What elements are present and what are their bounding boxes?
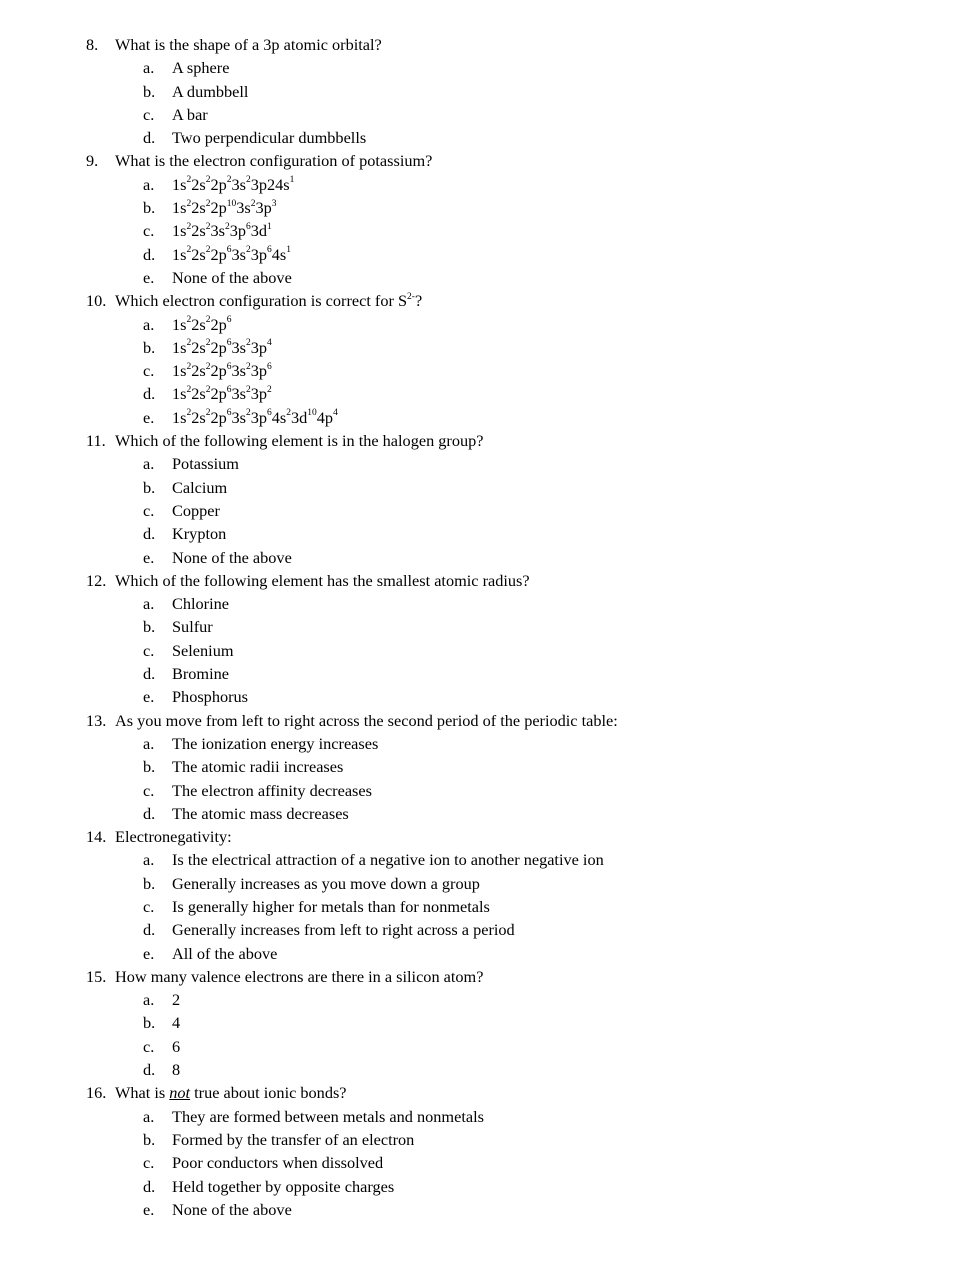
question-8 [0, 33, 979, 149]
superscript: 1 [286, 245, 291, 256]
superscript: 6 [226, 385, 232, 396]
answer-option [0, 895, 979, 918]
superscript: 4 [333, 408, 338, 419]
text-run: true about ionic bonds? [190, 1083, 347, 1103]
superscript: 2 [250, 198, 256, 209]
quiz-document [0, 33, 979, 1221]
option-letter: c. [143, 500, 155, 520]
answer-option [0, 988, 979, 1011]
option-letter: e. [143, 687, 155, 707]
text-run: 1s [172, 174, 187, 194]
option-letter: a. [143, 990, 155, 1010]
text-run: 1s [172, 221, 187, 241]
superscript: 6 [226, 361, 232, 372]
option-letter: d. [143, 128, 156, 148]
text-run: 1s [172, 384, 187, 404]
option-letter: c. [143, 1036, 155, 1056]
option-letter: e. [143, 1199, 155, 1219]
option-letter: d. [143, 244, 156, 264]
text-run: 2s [191, 337, 206, 357]
answer-option [0, 685, 979, 708]
option-letter: b. [143, 198, 156, 218]
option-text: Selenium [172, 640, 234, 660]
option-text [172, 313, 232, 336]
text-run: 3p [250, 384, 268, 404]
answer-option [0, 243, 979, 266]
superscript: 6 [267, 245, 272, 256]
answer-option [0, 1151, 979, 1174]
text-run: 3d [291, 407, 308, 427]
text-run: 2s [191, 221, 206, 241]
answer-option [0, 336, 979, 359]
answer-option [0, 406, 979, 429]
superscript: 6 [226, 245, 232, 256]
option-letter: c. [143, 640, 155, 660]
text-run: Which electron configuration is correct for S [115, 291, 408, 311]
text-run: 2p [210, 361, 227, 381]
superscript: 6 [226, 315, 232, 326]
text-run: 2p [210, 174, 227, 194]
text-run: 1s [172, 361, 187, 381]
superscript: 6 [226, 408, 232, 419]
answer-option [0, 639, 979, 662]
option-text: Held together by opposite charges [172, 1176, 395, 1196]
text-run: 3s [231, 244, 246, 264]
superscript: 2 [205, 385, 211, 396]
question-number: 8. [86, 35, 99, 54]
superscript: 2 [205, 338, 211, 349]
answer-option [0, 313, 979, 336]
text-run: 3p [255, 198, 272, 218]
superscript: 1 [267, 221, 272, 232]
superscript: 4 [267, 338, 272, 349]
text-run: 2s [191, 198, 206, 218]
option-text: The ionization energy increases [172, 733, 379, 753]
superscript: 2 [245, 408, 251, 419]
option-text [172, 196, 277, 219]
option-text: 8 [172, 1060, 181, 1080]
question-row [0, 429, 979, 452]
text-run: 3p [229, 221, 246, 241]
option-letter: c. [143, 104, 155, 124]
option-text [172, 243, 291, 266]
superscript: 2 [205, 175, 211, 186]
superscript: 3 [271, 198, 277, 209]
answer-option [0, 779, 979, 802]
superscript: 2 [186, 245, 192, 256]
text-run: 3p [250, 407, 268, 427]
answer-option [0, 615, 979, 638]
text-run: 3s [231, 384, 246, 404]
text-run: 2p [210, 384, 227, 404]
question-text: Which of the following element is in the halogen group? [115, 431, 484, 451]
text-run: 3p [250, 361, 268, 381]
option-text: None of the above [172, 1199, 292, 1219]
question-row [0, 709, 979, 732]
superscript: 2 [186, 408, 192, 419]
superscript: 2 [205, 198, 211, 209]
question-14 [0, 825, 979, 965]
answer-option [0, 802, 979, 825]
text-run: 3d [250, 221, 268, 241]
emphasis-underline: not [169, 1083, 191, 1103]
text-run: 2p [210, 337, 227, 357]
option-letter: b. [143, 337, 156, 357]
question-number: 11. [86, 431, 106, 451]
option-text: Phosphorus [172, 687, 248, 707]
superscript: 2 [186, 221, 192, 232]
question-number: 14. [86, 827, 107, 847]
option-text: 2 [172, 990, 181, 1010]
superscript: 1 [289, 175, 295, 186]
option-letter: d. [143, 920, 156, 940]
option-letter: a. [143, 174, 155, 194]
question-number: 10. [86, 291, 107, 311]
option-text [172, 406, 338, 429]
option-letter: e. [143, 943, 155, 963]
answer-option [0, 80, 979, 103]
superscript: 2 [186, 198, 192, 209]
option-text: A sphere [172, 58, 230, 78]
option-text: The electron affinity decreases [172, 780, 372, 800]
option-text: Generally increases as you move down a group [172, 873, 480, 893]
text-run: 3s [210, 221, 225, 241]
answer-option [0, 918, 979, 941]
text-run: 4s [271, 407, 287, 427]
answer-option [0, 1058, 979, 1081]
text-run: 2p [210, 244, 227, 264]
option-letter: e. [143, 547, 155, 567]
option-text: Krypton [172, 524, 227, 544]
question-12 [0, 569, 979, 709]
answer-option [0, 173, 979, 196]
answer-option [0, 196, 979, 219]
question-number: 12. [86, 570, 107, 590]
option-text: Sulfur [172, 617, 213, 637]
option-text: Generally increases from left to right across a period [172, 920, 515, 940]
option-text: They are formed between metals and nonmetals [172, 1106, 484, 1126]
question-number: 15. [86, 966, 107, 986]
answer-option [0, 476, 979, 499]
text-run: 4p [316, 407, 334, 427]
answer-option [0, 1105, 979, 1128]
option-text [172, 173, 294, 196]
option-letter: d. [143, 524, 156, 544]
option-letter: d. [143, 664, 156, 684]
superscript: 2 [205, 245, 211, 256]
answer-option [0, 1011, 979, 1034]
question-number: 16. [86, 1083, 107, 1103]
superscript: 2 [224, 221, 230, 232]
superscript: 2 [226, 175, 232, 186]
option-text [172, 382, 272, 405]
superscript: 2 [205, 361, 211, 372]
question-row [0, 33, 979, 56]
option-text: Is the electrical attraction of a negative ion to another negative ion [172, 850, 604, 870]
question-number: 9. [86, 151, 99, 171]
option-letter: b. [143, 81, 156, 101]
question-text: Which of the following element has the smallest atomic radius? [115, 570, 530, 590]
answer-option [0, 755, 979, 778]
text-run: 3s [236, 198, 251, 218]
superscript: 10 [226, 198, 237, 209]
superscript: 6 [267, 408, 272, 419]
question-10 [0, 289, 979, 429]
option-text: A dumbbell [172, 81, 249, 101]
question-text [115, 289, 422, 312]
option-text: 6 [172, 1036, 181, 1056]
option-text: Poor conductors when dissolved [172, 1153, 384, 1173]
option-letter: d. [143, 803, 156, 823]
option-letter: a. [143, 1106, 155, 1126]
question-text: As you move from left to right across the second period of the periodic table: [115, 710, 618, 730]
answer-option [0, 103, 979, 126]
option-letter: b. [143, 617, 156, 637]
question-number: 13. [86, 710, 107, 730]
option-letter: c. [143, 780, 155, 800]
option-letter: d. [143, 384, 156, 404]
option-text: The atomic radii increases [172, 757, 344, 777]
superscript: 2 [286, 408, 291, 419]
answer-option [0, 219, 979, 242]
option-text: Bromine [172, 664, 229, 684]
superscript: 2 [186, 175, 192, 186]
superscript: 2 [205, 408, 211, 419]
answer-option [0, 1198, 979, 1221]
option-text: 4 [172, 1013, 181, 1033]
text-run: ? [414, 291, 423, 311]
option-text: All of the above [172, 943, 278, 963]
option-text [172, 359, 272, 382]
answer-option [0, 592, 979, 615]
text-run: 1s [172, 407, 187, 427]
superscript: 2 [186, 338, 192, 349]
question-9 [0, 149, 979, 289]
option-letter: c. [143, 361, 155, 381]
superscript: 2 [205, 315, 211, 326]
superscript: 2 [245, 175, 251, 186]
text-run: 1s [172, 337, 187, 357]
superscript: 2 [205, 221, 211, 232]
option-letter: a. [143, 733, 155, 753]
question-text [115, 1081, 347, 1104]
answer-option [0, 56, 979, 79]
answer-option [0, 382, 979, 405]
answer-option [0, 1175, 979, 1198]
text-run: 2s [191, 174, 206, 194]
question-15 [0, 965, 979, 1081]
superscript: 2 [267, 385, 272, 396]
superscript: 2 [245, 338, 251, 349]
option-text: Chlorine [172, 594, 229, 614]
question-text: What is the electron configuration of potassium? [115, 151, 433, 171]
option-letter: b. [143, 757, 156, 777]
answer-option [0, 452, 979, 475]
text-run: 2s [191, 407, 206, 427]
text-run: What is [115, 1083, 170, 1103]
option-text: Formed by the transfer of an electron [172, 1129, 415, 1149]
option-letter: a. [143, 58, 155, 78]
superscript: 6 [267, 361, 272, 372]
option-text [172, 219, 272, 242]
text-run: 2p [210, 407, 227, 427]
option-letter: b. [143, 477, 156, 497]
text-run: 3p24s [250, 174, 290, 194]
option-letter: d. [143, 1176, 156, 1196]
text-run: 2s [191, 361, 206, 381]
option-letter: c. [143, 896, 155, 916]
emphasis [169, 1083, 190, 1102]
text-run: 3s [231, 174, 246, 194]
answer-option [0, 359, 979, 382]
question-row [0, 569, 979, 592]
option-letter: e. [143, 407, 155, 427]
question-11 [0, 429, 979, 569]
option-text: Is generally higher for metals than for nonmetals [172, 896, 490, 916]
answer-option [0, 546, 979, 569]
question-row [0, 1081, 979, 1104]
option-letter: a. [143, 594, 155, 614]
text-run: 2p [210, 198, 227, 218]
question-16 [0, 1081, 979, 1221]
answer-option [0, 732, 979, 755]
option-letter: c. [143, 1153, 155, 1173]
text-run: 2s [191, 244, 206, 264]
question-row [0, 965, 979, 988]
superscript: 2- [407, 291, 415, 302]
option-letter: a. [143, 314, 155, 334]
text-run: 4s [271, 244, 287, 264]
question-row [0, 149, 979, 172]
answer-option [0, 872, 979, 895]
question-13 [0, 709, 979, 825]
option-letter: b. [143, 1129, 156, 1149]
superscript: 2 [245, 361, 251, 372]
answer-option [0, 126, 979, 149]
text-run: 2s [191, 384, 206, 404]
text-run: 3p [250, 244, 268, 264]
option-letter: d. [143, 1060, 156, 1080]
text-run: 2s [191, 314, 206, 334]
option-text [172, 336, 272, 359]
text-run: 1s [172, 244, 187, 264]
answer-option [0, 848, 979, 871]
text-run: 3s [231, 361, 246, 381]
text-run: 3s [231, 337, 246, 357]
option-letter: a. [143, 850, 155, 870]
option-letter: a. [143, 454, 155, 474]
answer-option [0, 1035, 979, 1058]
answer-option [0, 499, 979, 522]
text-run: 3p [250, 337, 268, 357]
superscript: 6 [245, 221, 251, 232]
superscript: 6 [226, 338, 232, 349]
option-text: None of the above [172, 267, 292, 287]
answer-option [0, 266, 979, 289]
superscript: 10 [307, 408, 317, 419]
option-letter: e. [143, 267, 155, 287]
option-letter: b. [143, 873, 156, 893]
question-text: What is the shape of a 3p atomic orbital? [115, 35, 382, 54]
answer-option [0, 942, 979, 965]
question-text: Electronegativity: [115, 827, 232, 847]
answer-option [0, 662, 979, 685]
text-run: 1s [172, 198, 187, 218]
option-text: Two perpendicular dumbbells [172, 128, 367, 148]
text-run: 3s [231, 407, 246, 427]
superscript: 2 [186, 361, 192, 372]
option-text: A bar [172, 104, 208, 124]
option-text: None of the above [172, 547, 292, 567]
question-row [0, 825, 979, 848]
option-text: The atomic mass decreases [172, 803, 349, 823]
option-letter: c. [143, 221, 155, 241]
option-text: Potassium [172, 454, 239, 474]
question-text: How many valence electrons are there in a silicon atom? [115, 966, 484, 986]
superscript: 2 [186, 315, 192, 326]
answer-option [0, 1128, 979, 1151]
superscript: 2 [245, 385, 251, 396]
option-text: Copper [172, 500, 220, 520]
question-row [0, 289, 979, 312]
text-run: 1s [172, 314, 187, 334]
superscript: 2 [186, 385, 192, 396]
superscript: 2 [245, 245, 251, 256]
text-run: 2p [210, 314, 227, 334]
answer-option [0, 522, 979, 545]
option-text: Calcium [172, 477, 228, 497]
option-letter: b. [143, 1013, 156, 1033]
